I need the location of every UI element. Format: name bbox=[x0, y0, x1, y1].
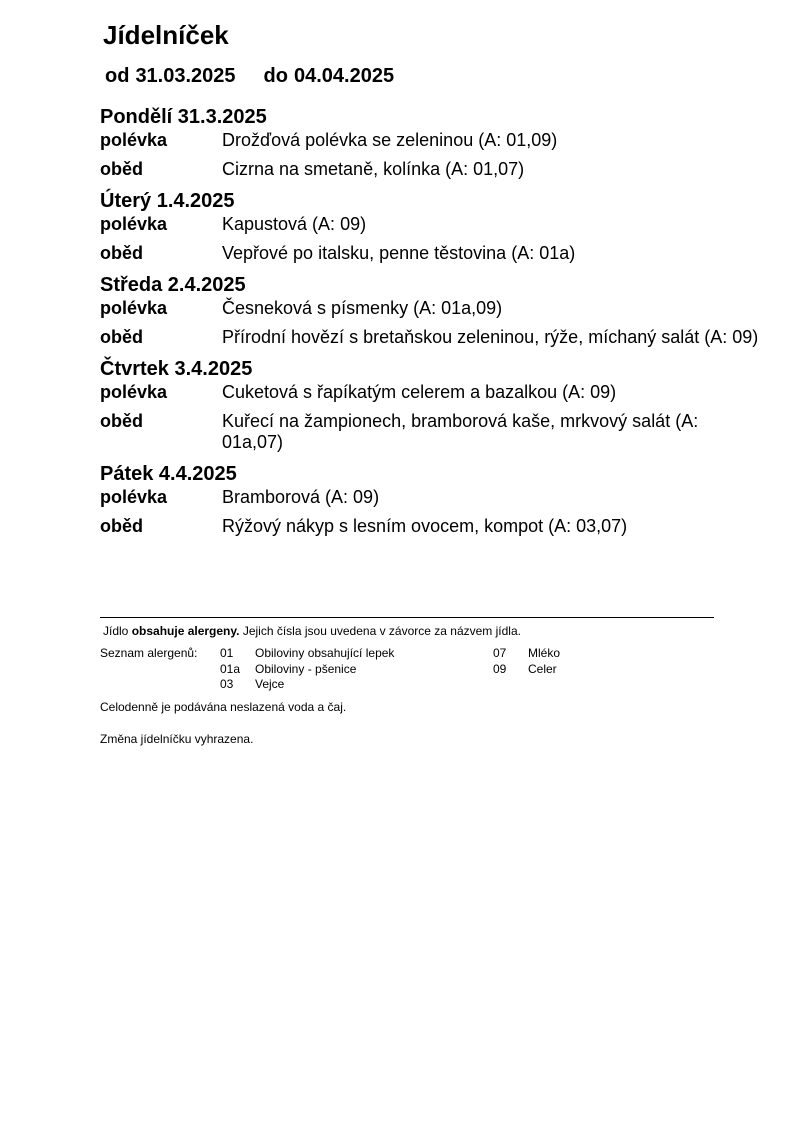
day-tuesday bbox=[100, 188, 760, 264]
meal-label: polévka bbox=[100, 130, 168, 150]
page-title: Jídelníček bbox=[103, 20, 229, 50]
meal-row-lunch bbox=[100, 411, 760, 453]
allergen-code: 01a bbox=[220, 661, 241, 676]
meal-row-lunch bbox=[100, 243, 760, 264]
meal-label: polévka bbox=[100, 382, 168, 402]
change-note: Změna jídelníčku vyhrazena. bbox=[100, 732, 254, 746]
allergen-name: Obiloviny - pšenice bbox=[255, 661, 357, 676]
meal-label: oběd bbox=[100, 243, 143, 263]
from-date: 31.03.2025 bbox=[135, 65, 236, 87]
allergen-code: 07 bbox=[493, 646, 507, 660]
to-date: 04.04.2025 bbox=[293, 65, 395, 87]
from-label: od bbox=[105, 65, 130, 87]
day-title: Čtvrtek 3.4.2025 bbox=[100, 358, 253, 380]
meal-row-lunch bbox=[100, 327, 760, 348]
meal-dish: Česneková s písmenky (A: 01a,09) bbox=[222, 298, 503, 318]
meal-row-soup bbox=[100, 130, 760, 151]
meal-label: polévka bbox=[100, 298, 168, 318]
allergen-item bbox=[220, 677, 470, 693]
day-thursday bbox=[100, 356, 760, 453]
meal-row-lunch bbox=[100, 516, 760, 537]
meal-label: oběd bbox=[100, 411, 143, 431]
meal-row-lunch bbox=[100, 159, 760, 180]
meal-row-soup bbox=[100, 382, 760, 403]
allergen-note-suffix: Jejich čísla jsou uvedena v závorce za názvem jídla. bbox=[239, 624, 521, 638]
allergen-code: 09 bbox=[493, 661, 507, 676]
day-wednesday bbox=[100, 272, 760, 348]
allergen-item bbox=[220, 662, 470, 678]
meal-dish: Kuřecí na žampionech, bramborová kaše, mrkvový salát (A: 01a,07) bbox=[222, 411, 699, 452]
meal-dish: Kapustová (A: 09) bbox=[222, 214, 367, 234]
menu-days bbox=[100, 104, 760, 545]
meal-label: polévka bbox=[100, 214, 168, 234]
allergen-name: Celer bbox=[528, 661, 557, 676]
meal-label: oběd bbox=[100, 159, 143, 179]
meal-dish: Rýžový nákyp s lesním ovocem, kompot (A: 03,07) bbox=[222, 516, 628, 536]
allergen-note bbox=[103, 624, 521, 638]
allergen-name: Obiloviny obsahující lepek bbox=[255, 646, 395, 660]
allergen-column bbox=[220, 646, 470, 693]
meal-dish: Cizrna na smetaně, kolínka (A: 01,07) bbox=[222, 159, 525, 179]
allergen-code: 01 bbox=[220, 646, 234, 660]
day-friday bbox=[100, 461, 760, 537]
day-monday bbox=[100, 104, 760, 180]
day-title: Středa 2.4.2025 bbox=[100, 274, 246, 296]
allergen-item bbox=[493, 646, 613, 662]
allergen-item bbox=[220, 646, 470, 662]
divider bbox=[100, 617, 714, 618]
meal-label: polévka bbox=[100, 487, 168, 507]
meal-label: oběd bbox=[100, 327, 143, 347]
allergen-note-bold: obsahuje alergeny. bbox=[131, 624, 240, 638]
allergen-code: 03 bbox=[220, 677, 234, 691]
meal-dish: Přírodní hovězí s bretaňskou zeleninou, rýže, míchaný salát (A: 09) bbox=[222, 327, 759, 347]
allergen-name: Mléko bbox=[528, 646, 561, 660]
date-range bbox=[105, 65, 400, 88]
meal-dish: Cuketová s řapíkatým celerem a bazalkou (A: 09) bbox=[222, 382, 617, 402]
meal-label: oběd bbox=[100, 516, 143, 536]
allergen-list-heading: Seznam alergenů: bbox=[100, 646, 198, 660]
day-title: Úterý 1.4.2025 bbox=[100, 190, 235, 212]
meal-dish: Drožďová polévka se zeleninou (A: 01,09) bbox=[222, 130, 558, 150]
day-title: Pondělí 31.3.2025 bbox=[100, 106, 267, 128]
to-label: do bbox=[263, 65, 288, 87]
allergen-name: Vejce bbox=[255, 677, 285, 691]
meal-dish: Vepřové po italsku, penne těstovina (A: 01a) bbox=[222, 243, 576, 263]
meal-row-soup bbox=[100, 487, 760, 508]
meal-dish: Bramborová (A: 09) bbox=[222, 487, 380, 507]
day-title: Pátek 4.4.2025 bbox=[100, 463, 237, 485]
water-note: Celodenně je podávána neslazená voda a čaj. bbox=[100, 700, 347, 714]
meal-row-soup bbox=[100, 214, 760, 235]
meal-row-soup bbox=[100, 298, 760, 319]
allergen-note-prefix: Jídlo bbox=[103, 624, 132, 638]
allergen-column bbox=[493, 646, 613, 677]
allergen-item bbox=[493, 662, 613, 678]
